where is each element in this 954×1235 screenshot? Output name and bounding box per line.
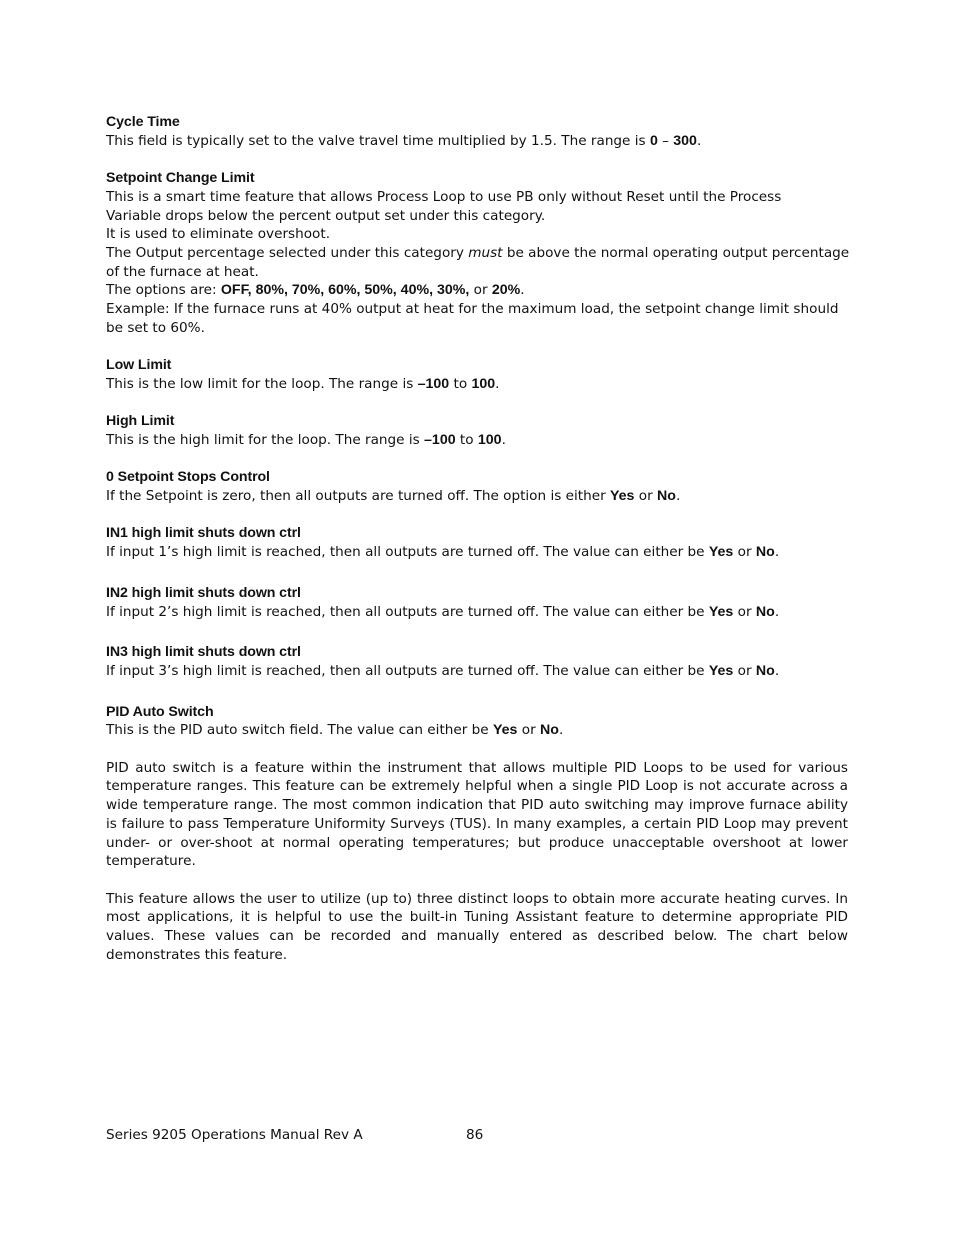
in3-section	[106, 643, 848, 680]
section-text: If the Setpoint is zero, then all outputs are turned off. The option is either Yes or No.	[106, 488, 681, 504]
footer-title: Series 9205 Operations Manual Rev A	[106, 1127, 363, 1143]
options-text: The options are: OFF, 80%, 70%, 60%, 50%, 40%, 30%, or 20%.	[106, 282, 525, 299]
section-text: This is the high limit for the loop. The range is –100 to 100.	[106, 431, 506, 448]
page-number: 86	[466, 1127, 484, 1143]
section-heading: PID Auto Switch	[106, 703, 214, 720]
section-heading: 0 Setpoint Stops Control	[106, 469, 270, 486]
pid-description-paragraph: PID auto switch is a feature within the instrument that allows multiple PID Loops to be used for various temperature ranges. This feature can be extremely helpful when a single PID Loop is not accurate across a wide temperature range. The most common indication that PID auto switching may improve furnace ability is failure to pass Temperature Uniformity Surveys (TUS). In many examples, a certain PID Loop may prevent under- or over-shoot at normal operating temperatures; but produce unacceptable overshoot at lower temperature.	[106, 759, 848, 870]
setpoint-change-limit-section	[106, 169, 848, 337]
section-text: This field is typically set to the valve travel time multiplied by 1.5. The range is 0 – 300.	[106, 132, 702, 149]
section-text: If input 3’s high limit is reached, then all outputs are turned off. The value can either be Yes or No.	[106, 662, 780, 679]
document-body	[106, 113, 848, 983]
section-text: This is a smart time feature that allows Process Loop to use PB only without Reset until the Process	[106, 188, 782, 205]
section-heading: IN3 high limit shuts down ctrl	[106, 644, 301, 661]
pid-feature-paragraph: This feature allows the user to utilize (up to) three distinct loops to obtain more accurate heating curves. In most applications, it is helpful to use the built-in Tuning Assistant feature to determine appropriate PID values. These values can be recorded and manually entered as described below. The chart below demonstrates this feature.	[106, 890, 848, 963]
low-limit-section	[106, 356, 848, 393]
section-heading: IN2 high limit shuts down ctrl	[106, 584, 301, 601]
section-heading: Low Limit	[106, 357, 172, 374]
section-text: If input 2’s high limit is reached, then all outputs are turned off. The value can either be Yes or No.	[106, 603, 780, 620]
section-text: Variable drops below the percent output set under this category.	[106, 207, 546, 224]
section-heading: IN1 high limit shuts down ctrl	[106, 525, 301, 542]
section-text: This is the PID auto switch field. The value can either be Yes or No.	[106, 722, 564, 739]
in1-section	[106, 524, 848, 561]
section-text: of the furnace at heat.	[106, 263, 259, 280]
in2-section	[106, 584, 848, 621]
example-text: Example: If the furnace runs at 40% output at heat for the maximum load, the setpoint change limit should	[106, 301, 839, 318]
section-heading: High Limit	[106, 413, 175, 430]
pid-auto-switch-section	[106, 703, 848, 740]
section-text: It is used to eliminate overshoot.	[106, 226, 331, 243]
section-text: If input 1’s high limit is reached, then all outputs are turned off. The value can either be Yes or No.	[106, 544, 780, 561]
example-text: be set to 60%.	[106, 319, 205, 336]
section-heading: Setpoint Change Limit	[106, 170, 255, 187]
section-text: This is the low limit for the loop. The range is –100 to 100.	[106, 375, 500, 392]
cycle-time-section	[106, 113, 848, 150]
zero-setpoint-section	[106, 468, 848, 505]
section-text: The Output percentage selected under this category must be above the normal operating output percentage	[106, 244, 850, 261]
high-limit-section	[106, 412, 848, 449]
section-heading: Cycle Time	[106, 114, 180, 130]
